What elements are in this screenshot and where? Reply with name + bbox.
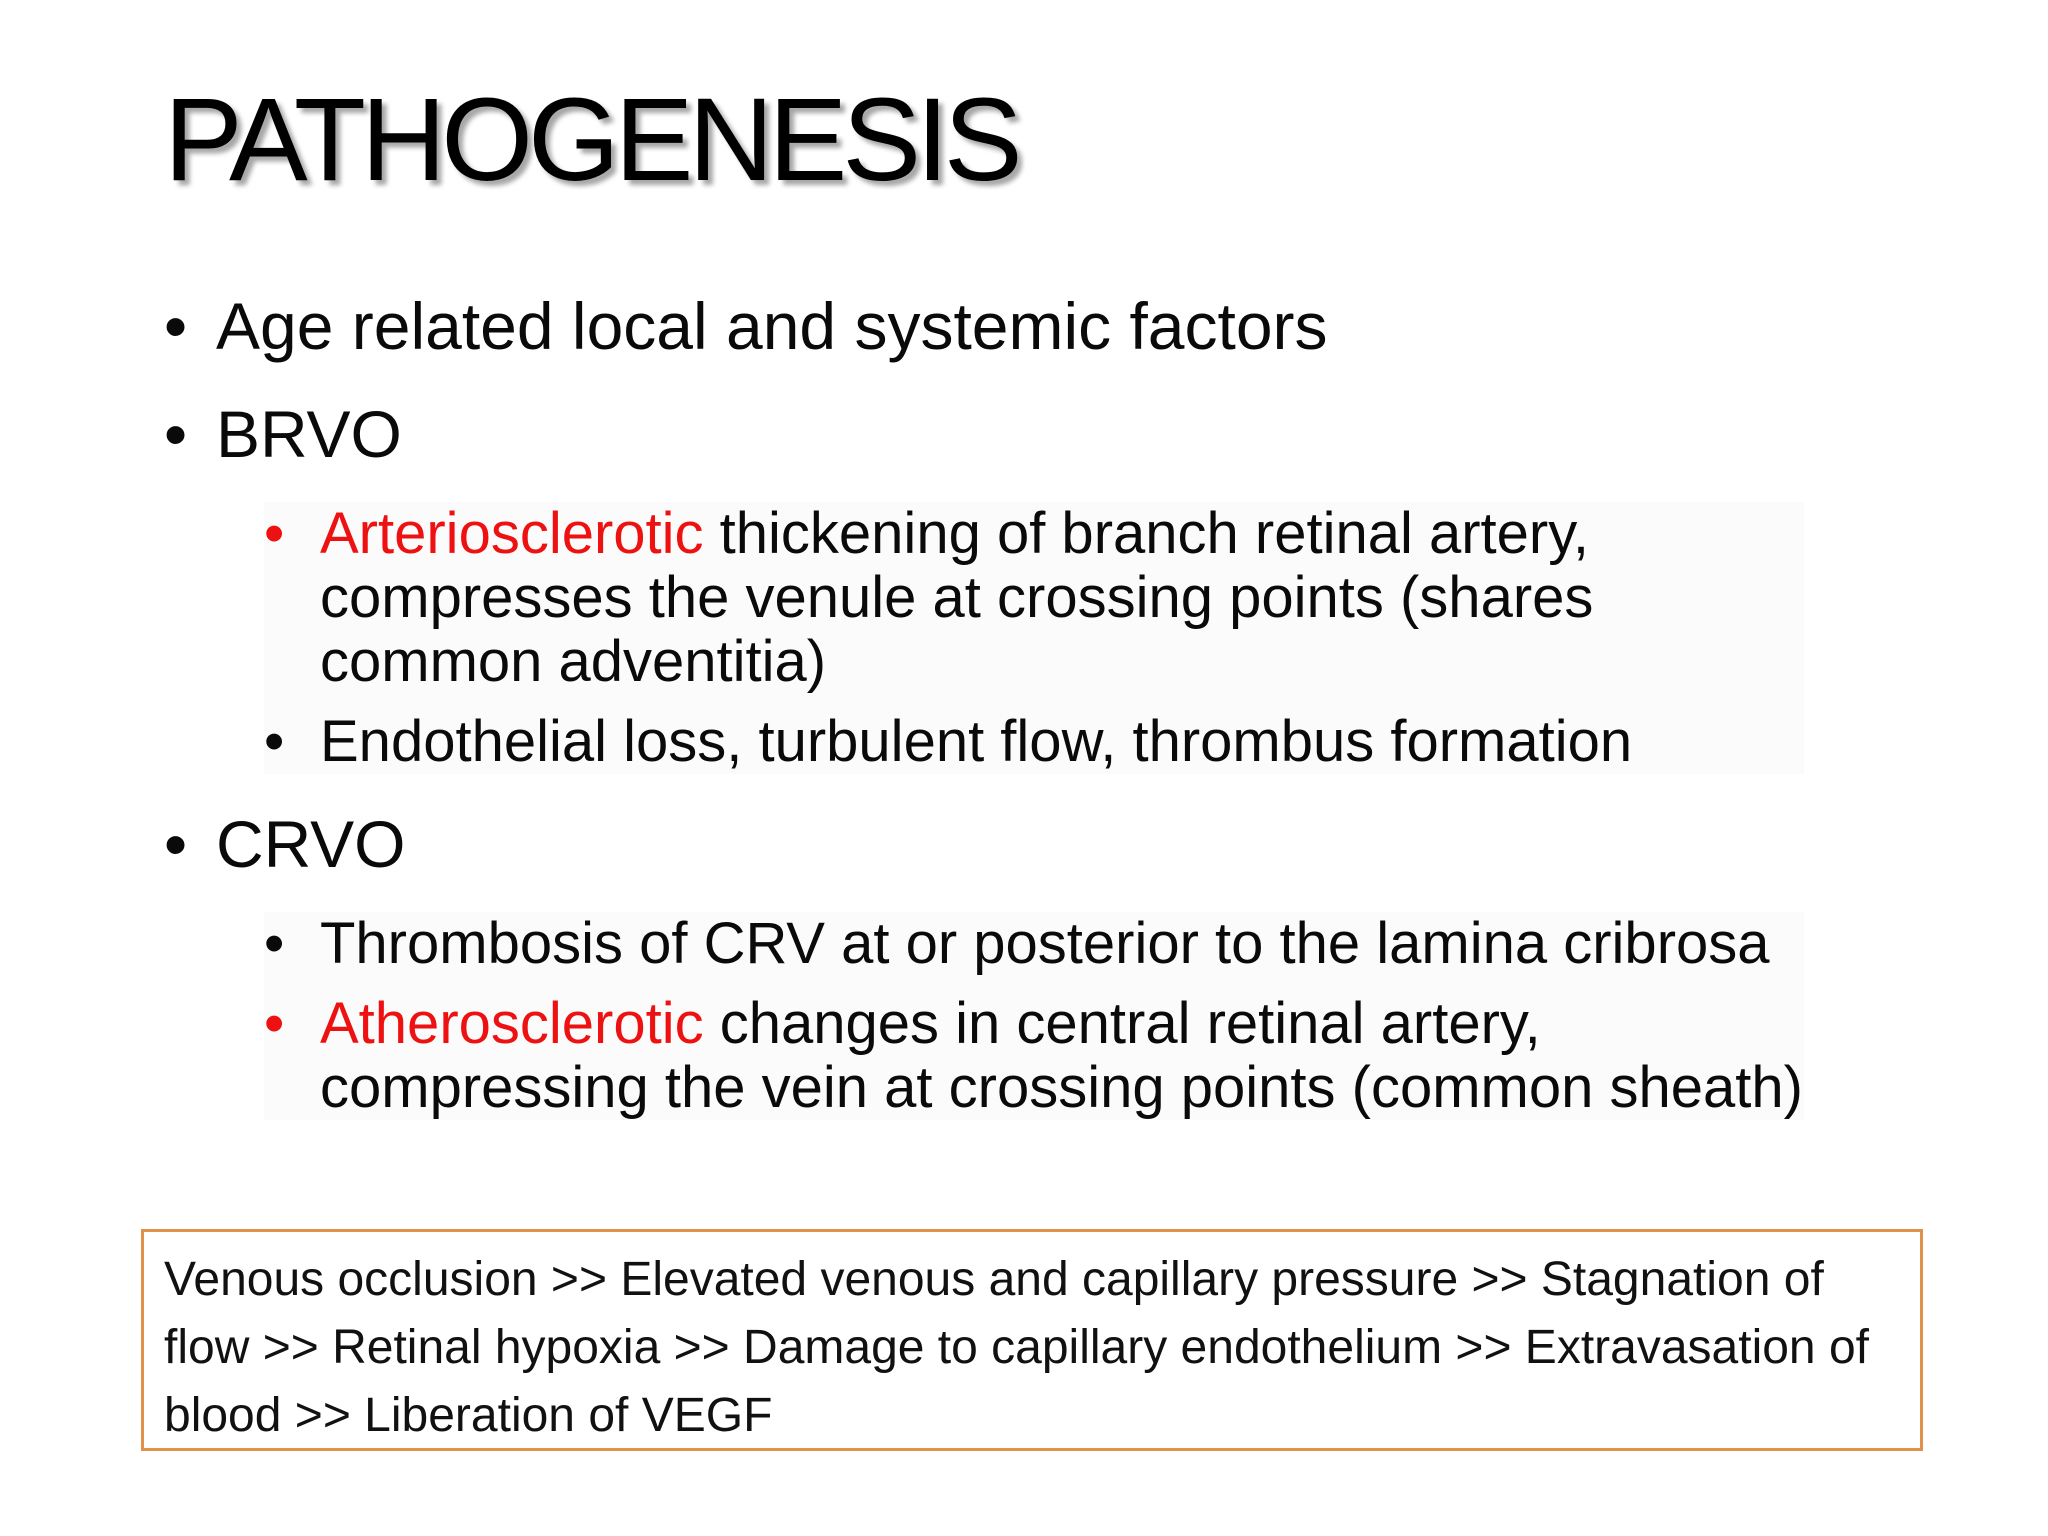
bullet-dot-icon: •	[264, 501, 285, 566]
brvo-subbullet-arteriosclerotic	[264, 502, 1804, 694]
brvo-sublist	[264, 502, 1804, 774]
bullet-brvo	[164, 394, 1904, 474]
pathway-summary-text: Venous occlusion >> Elevated venous and capillary pressure >> Stagnation of flow >> Retinal hypoxia >> Damage to capillary endothelium >> Extravasation of blood >> Liberation of VEGF	[164, 1253, 1869, 1442]
bullet-age-factors-text: Age related local and systemic factors	[216, 289, 1328, 363]
bullet-dot-icon: •	[264, 991, 285, 1056]
bullet-age-factors	[164, 286, 1904, 366]
bullet-crvo	[164, 804, 1904, 884]
bullet-dot-icon: •	[264, 709, 285, 774]
brvo-subbullet-2-text: Endothelial loss, turbulent flow, thrombus formation	[320, 709, 1633, 774]
crvo-sublist	[264, 912, 1804, 1120]
pathway-summary-box	[141, 1229, 1923, 1451]
crvo-subbullet-2-text: changes in central retinal artery, compressing the vein at crossing points (common sheath)	[320, 991, 1803, 1120]
bullet-crvo-heading: CRVO	[216, 807, 406, 881]
crvo-subbullet-thrombosis	[264, 912, 1804, 976]
bullet-dot-icon: •	[164, 397, 188, 471]
bullet-list	[164, 286, 1904, 1150]
brvo-subbullet-endothelial	[264, 710, 1804, 774]
highlight-arteriosclerotic: Arteriosclerotic	[320, 501, 704, 566]
crvo-subbullet-1-text: Thrombosis of CRV at or posterior to the lamina cribrosa	[320, 911, 1770, 976]
slide-title: PATHOGENESIS	[164, 74, 1018, 206]
bullet-dot-icon: •	[264, 911, 285, 976]
bullet-dot-icon: •	[164, 289, 188, 363]
brvo-subbullet-1-text: thickening of branch retinal artery, compresses the venule at crossing points (shares common adventitia)	[320, 501, 1594, 694]
bullet-dot-icon: •	[164, 807, 188, 881]
bullet-brvo-heading: BRVO	[216, 397, 402, 471]
crvo-subbullet-atherosclerotic	[264, 992, 1804, 1120]
highlight-atherosclerotic: Atherosclerotic	[320, 991, 704, 1056]
